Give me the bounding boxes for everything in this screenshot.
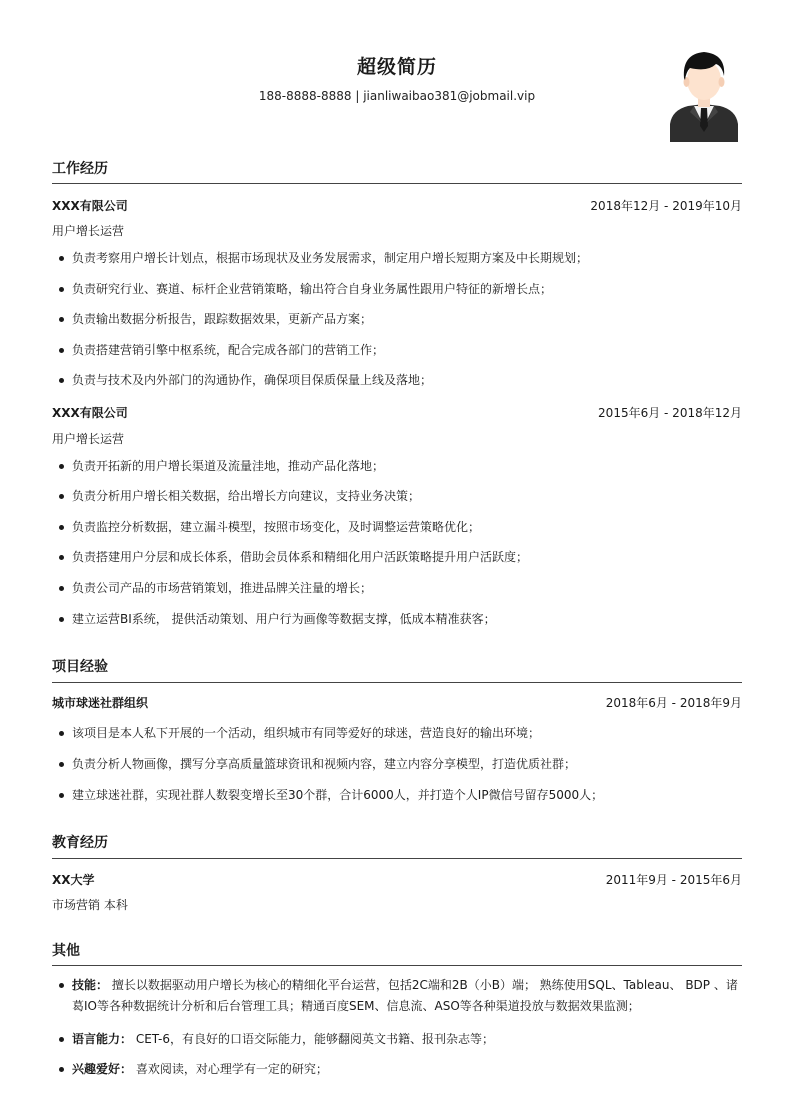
bullet-dot xyxy=(59,731,64,736)
businessman-avatar-icon xyxy=(668,46,740,142)
job-period: 2015年6月 - 2018年12月 xyxy=(598,406,742,420)
bullet-dot xyxy=(59,762,64,767)
school-name: XX大学 xyxy=(52,873,95,887)
bullet-dot xyxy=(59,1037,64,1042)
job-role: 用户增长运营 xyxy=(52,224,125,238)
bullet-dot xyxy=(59,256,64,261)
list-item: 负责输出数据分析报告，跟踪数据效果，更新产品方案； xyxy=(52,309,742,330)
section-title-work: 工作经历 xyxy=(52,161,108,177)
list-item: 负责与技术及内外部门的沟通协作，确保项目保质保量上线及落地； xyxy=(52,370,742,391)
list-item-hobbies: 兴趣爱好： 喜欢阅读，对心理学有一定的研究； xyxy=(52,1059,742,1080)
job-period: 2018年12月 - 2019年10月 xyxy=(590,199,742,213)
section-title-other: 其他 xyxy=(52,943,80,959)
bullet-dot xyxy=(59,287,64,292)
list-item: 负责公司产品的市场营销策划，推进品牌关注量的增长； xyxy=(52,578,742,599)
list-item: 负责搭建用户分层和成长体系，借助会员体系和精细化用户活跃策略提升用户活跃度； xyxy=(52,547,742,568)
list-item: 负责分析用户增长相关数据，给出增长方向建议，支持业务决策； xyxy=(52,486,742,507)
avatar xyxy=(668,46,740,142)
list-item-skills: 技能： 擅长以数据驱动用户增长为核心的精细化平台运营，包括2C端和2B（小B）端； 熟练使用SQL、Tableau、 BDP 、诸 葛IO等各种数据统计分析和后台管理工具；精通百度SEM、信息流、ASO等各种渠道投放与数据效果监测； xyxy=(52,975,742,1017)
section-title-education: 教育经历 xyxy=(52,835,108,851)
education-period: 2011年9月 - 2015年6月 xyxy=(605,873,742,887)
bullet-dot xyxy=(59,1067,64,1072)
list-item: 负责研究行业、赛道、标杆企业营销策略，输出符合自身业务属性跟用户特征的新增长点； xyxy=(52,279,742,300)
project-name: 城市球迷社群组织 xyxy=(52,696,149,710)
list-item: 负责分析人物画像，撰写分享高质量篮球资讯和视频内容，建立内容分享模型，打造优质社群； xyxy=(52,754,742,775)
list-item: 负责搭建营销引擎中枢系统，配合完成各部门的营销工作； xyxy=(52,340,742,361)
company-name: XXX有限公司 xyxy=(52,406,128,420)
contact-info: 188-8888-8888 | jianliwaibao381@jobmail.vip xyxy=(258,89,536,103)
list-item: 建立球迷社群，实现社群人数裂变增长至30个群，合计6000人，并打造个人IP微信号留存5000人； xyxy=(52,785,742,806)
list-item: 负责开拓新的用户增长渠道及流量洼地，推动产品化落地； xyxy=(52,456,742,477)
bullet-dot xyxy=(59,586,64,591)
education-major: 市场营销 本科 xyxy=(52,898,128,912)
list-item: 建立运营BI系统， 提供活动策划、用户行为画像等数据支撑，低成本精准获客； xyxy=(52,609,742,630)
bullet-dot xyxy=(59,525,64,530)
list-item: 负责监控分析数据，建立漏斗模型，按照市场变化，及时调整运营策略优化； xyxy=(52,517,742,538)
hobbies-label: 兴趣爱好： xyxy=(72,1062,133,1076)
job-role: 用户增长运营 xyxy=(52,432,125,446)
bullet-dot xyxy=(59,494,64,499)
project-period: 2018年6月 - 2018年9月 xyxy=(605,696,742,710)
list-item-language: 语言能力： CET-6，有良好的口语交际能力，能够翻阅英文书籍、报刊杂志等； xyxy=(52,1029,742,1050)
bullet-dot xyxy=(59,983,64,988)
section-divider xyxy=(52,682,742,683)
list-item: 该项目是本人私下开展的一个活动，组织城市有同等爱好的球迷，营造良好的输出环境； xyxy=(52,723,742,744)
company-name: XXX有限公司 xyxy=(52,199,128,213)
bullet-dot xyxy=(59,348,64,353)
skills-label: 技能： xyxy=(72,978,109,992)
bullet-dot xyxy=(59,378,64,383)
section-divider xyxy=(52,183,742,184)
section-title-projects: 项目经验 xyxy=(52,659,108,675)
language-label: 语言能力： xyxy=(72,1032,133,1046)
bullet-dot xyxy=(59,793,64,798)
section-divider xyxy=(52,965,742,966)
bullet-dot xyxy=(59,617,64,622)
bullet-dot xyxy=(59,555,64,560)
list-item: 负责考察用户增长计划点，根据市场现状及业务发展需求，制定用户增长短期方案及中长期规划； xyxy=(52,248,742,269)
resume-name: 超级简历 xyxy=(356,56,437,78)
bullet-dot xyxy=(59,317,64,322)
bullet-dot xyxy=(59,464,64,469)
section-divider xyxy=(52,858,742,859)
